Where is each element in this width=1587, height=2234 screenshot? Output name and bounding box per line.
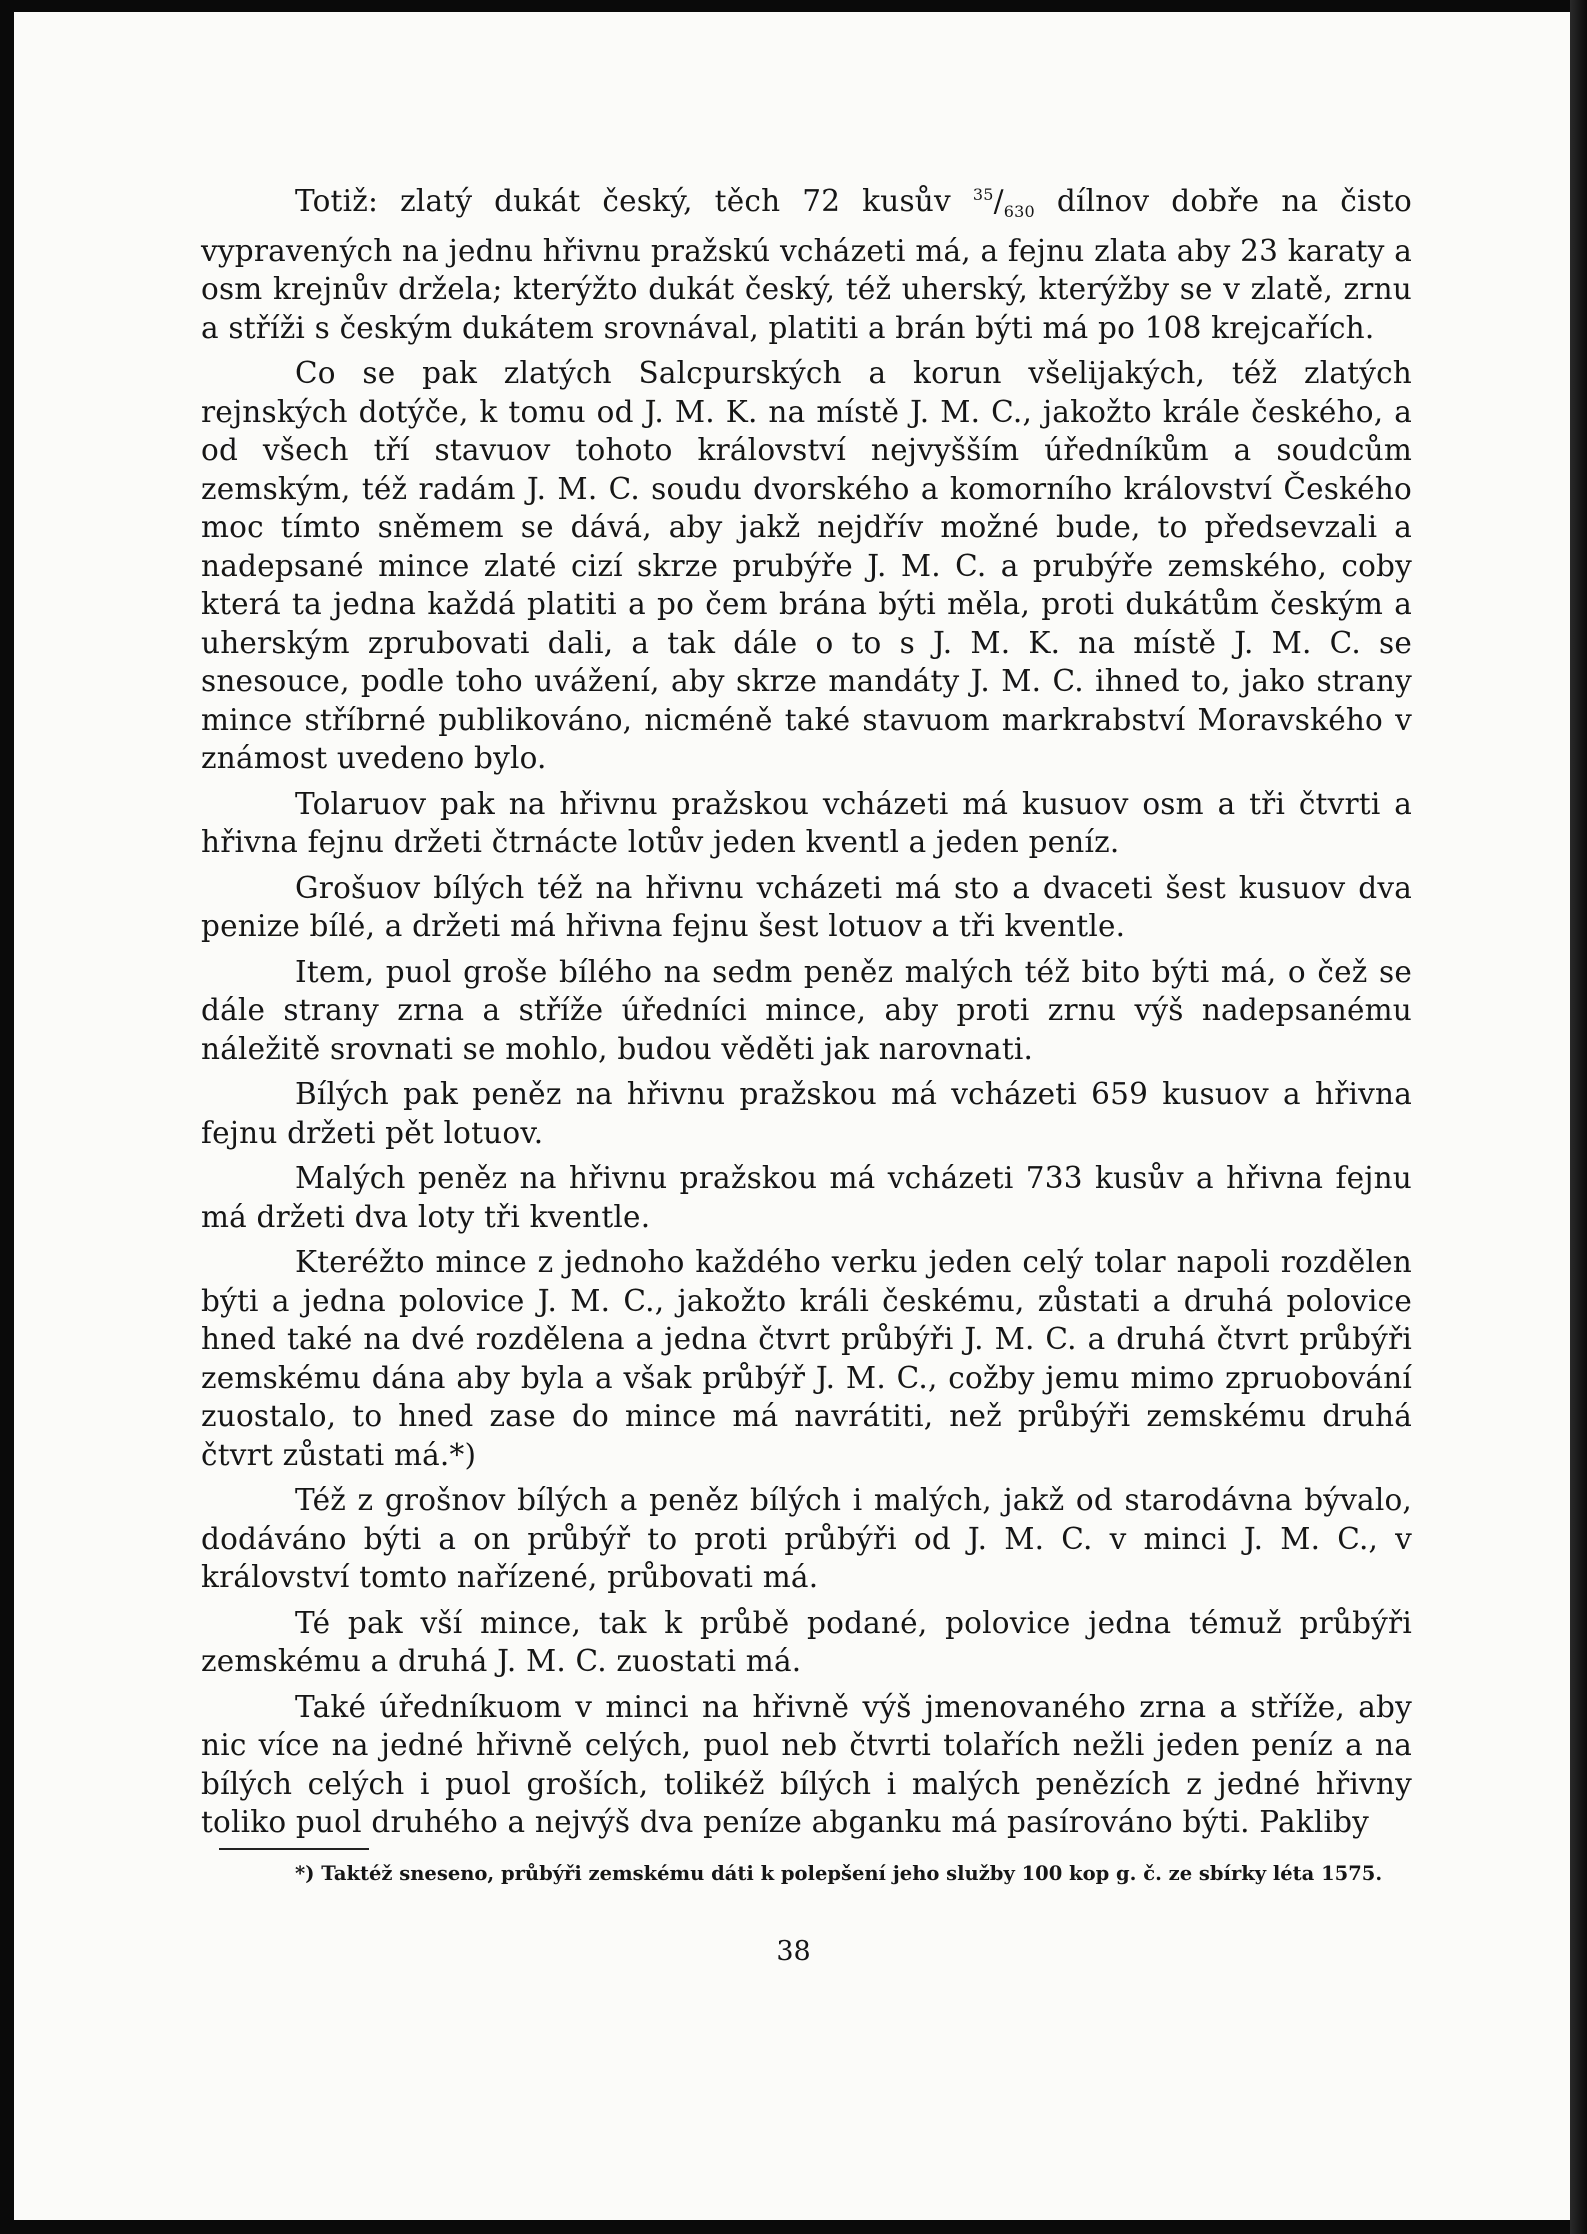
paragraph-9: Též z grošnov bílých a peněz bílých i malých, jakž od starodávna bývalo, dodáváno býti a on průbýř to proti průbýři od J. M. C. v minci J. M. C., v království tomto nařízené, průbovati má. — [201, 1483, 1412, 1594]
paragraph-6: Bílých pak peněz na hřivnu pražskou má vcházeti 659 kusuov a hřivna fejnu držeti pět lotuov. — [201, 1077, 1412, 1150]
paragraph-2: Co se pak zlatých Salcpurských a korun všelijakých, též zlatých rejnských dotýče, k tomu od J. M. K. na místě J. M. C., jakožto krále českého, a od všech tří stavuov tohoto království nejvyšším úředníkům a soudcům zemským, též radám J. M. C. soudu dvorského a komorního království Českého moc tímto sněmem se dává, aby jakž nejdřív možné bude, to předsevzali a nadepsané mince zlaté cizí skrze prubýře J. M. C. a prubýře zemského, coby která ta jedna každá platiti a po čem brána býti měla, proti dukátům českým a uherským zprubovati dali, a tak dále o to s J. M. K. na místě J. M. C. se snesouce, podle toho uvážení, aby skrze mandáty J. M. C. ihned to, jako strany mince stříbrné publikováno, nicméně také stavuom markrabství Moravského v známost uvedeno bylo. — [201, 356, 1412, 775]
paragraph-1-start: Totiž: zlatý dukát český, těch 72 kusův — [295, 184, 973, 218]
paragraph-7: Malých peněz na hřivnu pražskou má vcházeti 733 kusův a hřivna fejnu má držeti dva loty tři kventle. — [201, 1161, 1412, 1234]
scan-edge — [1570, 0, 1587, 2234]
body-text — [201, 176, 1412, 1849]
paragraph-3: Tolaruov pak na hřivnu pražskou vcházeti má kusuov osm a tři čtvrti a hřivna fejnu držeti čtrnácte lotův jeden kventl a jeden peníz. — [201, 786, 1412, 859]
paragraph-1 — [201, 176, 1412, 347]
paragraph-1-end: dílnov dobře na čisto vypravených na jednu hřivnu pražskú vcházeti má, a fejnu zlata aby 23 karaty a osm krejnův držela; kterýžto dukát český, též uherský, kterýžby se v zlatě, zrnu a stříži s českým dukátem srovnával, platiti a brán býti má po 108 krejcařích. — [201, 184, 1412, 345]
paragraph-11: Také úředníkuom v minci na hřivně výš jmenovaného zrna a stříže, aby nic více na jedné hřivně celých, puol neb čtvrti tolařích nežli jeden peníz a na bílých celých i puol groších, tolikéž bílých i malých penězích z jedné hřivny toliko puol druhého a nejvýš dva peníze abganku má pasírováno býti. Pakliby — [201, 1689, 1412, 1839]
footnote-divider — [219, 1848, 369, 1850]
fraction-numerator: 35 — [972, 185, 994, 204]
paragraph-8: Kteréžto mince z jednoho každého verku jeden celý tolar napoli rozdělen býti a jedna polovice J. M. C., jakožto králi českému, zůstati a druhá polovice hned také na dvé rozdělena a jedna čtvrt průbýři J. M. C. a druhá čtvrt průbýři zemskému dána aby byla a však průbýř J. M. C., cožby jemu mimo zpruobování zuostalo, to hned zase do mince má navrátiti, než průbýři zemskému druhá čtvrt zůstati má.*) — [201, 1245, 1412, 1472]
paragraph-10: Té pak vší mince, tak k průbě podané, polovice jedna témuž průbýři zemskému a druhá J. M. C. zuostati má. — [201, 1605, 1412, 1678]
fraction-denominator: 630 — [1003, 202, 1035, 221]
paragraph-5: Item, puol groše bílého na sedm peněz malých též bito býti má, o čež se dále strany zrna a stříže úředníci mince, aby proti zrnu výš nadepsanému náležitě srovnati se mohlo, budou věděti jak narovnati. — [201, 954, 1412, 1066]
fraction-separator: / — [993, 184, 1004, 218]
page-number: 38 — [776, 1936, 811, 1967]
paragraph-4: Grošuov bílých též na hřivnu vcházeti má sto a dvaceti šest kusuov dva penize bílé, a držeti má hřivna fejnu šest lotuov a tři kventle. — [201, 870, 1412, 943]
footnote: *) Taktéž sneseno, průbýři zemskému dáti k polepšení jeho služby 100 kop g. č. ze sbírky léta 1575. — [295, 1862, 1383, 1885]
